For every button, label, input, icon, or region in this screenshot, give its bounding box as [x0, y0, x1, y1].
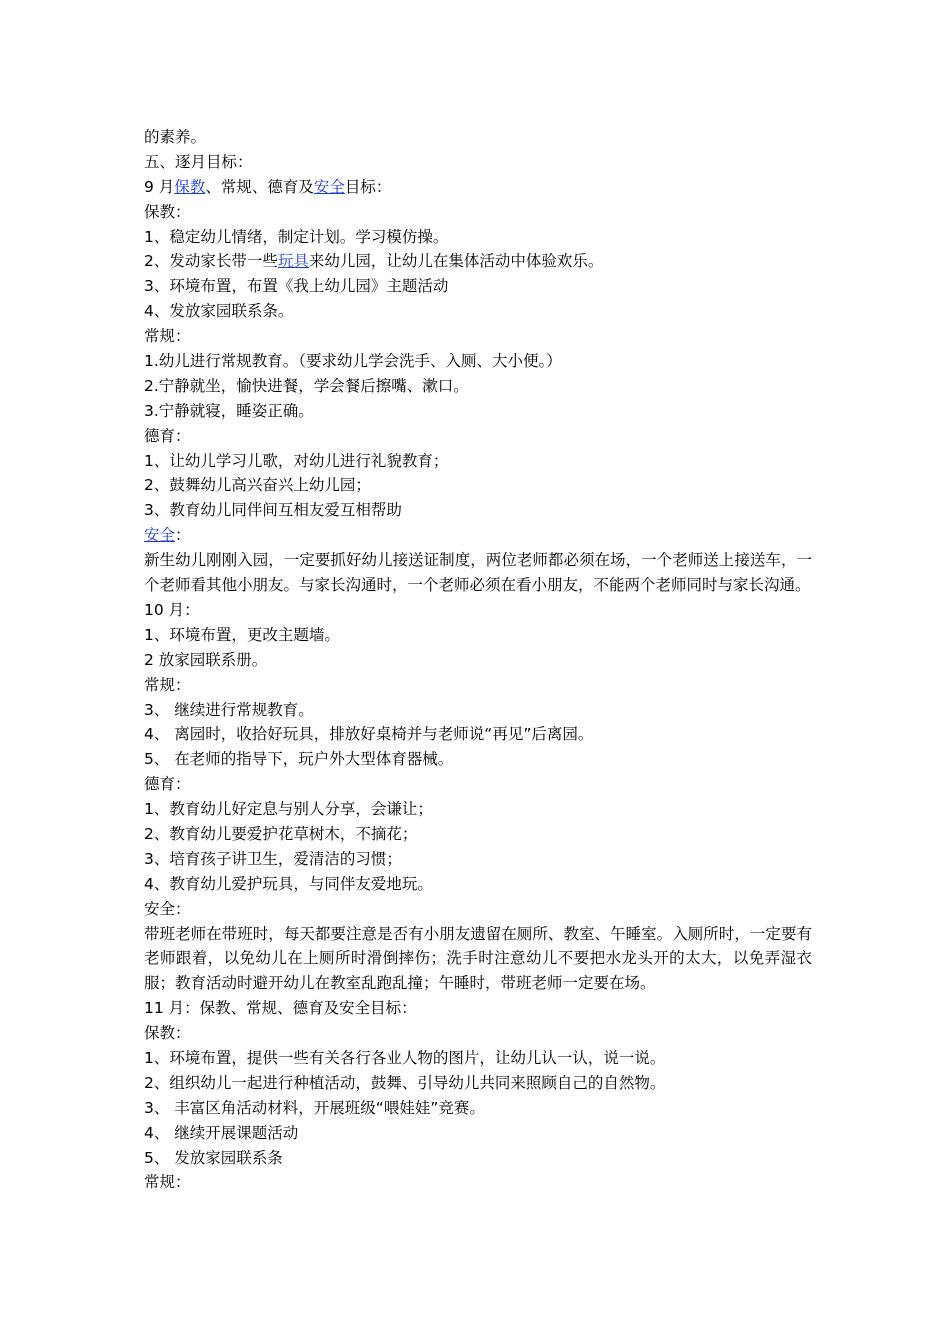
text-line: 3.宁静就寝，睡姿正确。 [144, 401, 314, 420]
text-span: 2、发动家长带一些 [144, 252, 278, 271]
text-span: 、常规、德育及 [205, 177, 314, 196]
text-line: 4、教育幼儿爱护玩具，与同伴友爱地玩。 [144, 874, 433, 893]
text-line: 常规： [144, 327, 191, 346]
text-line: 4、 离园时，收拾好玩具，排放好桌椅并与老师说“再见”后离园。 [144, 725, 594, 744]
inline-link[interactable]: 保教 [174, 177, 206, 196]
text-line: 1.幼儿进行常规教育。（要求幼儿学会洗手、入厕、大小便。） [144, 352, 562, 371]
text-line: 德育： [144, 426, 191, 445]
text-line: 的素养。 [144, 128, 207, 146]
text-line: 3、培育孩子讲卫生，爱清洁的习惯； [144, 849, 402, 868]
inline-link[interactable]: 安全 [144, 526, 176, 545]
text-line: 保教： [144, 1024, 191, 1043]
text-line: 2、组织幼儿一起进行种植活动，鼓舞、引导幼儿共同来照顾自己的自然物。 [144, 1073, 666, 1092]
text-line [144, 249, 812, 274]
text-line [144, 175, 812, 200]
text-line: 1、环境布置，提供一些有关各行各业人物的图片，让幼儿认一认，说一说。 [144, 1049, 666, 1068]
text-span: 来幼儿园，让幼儿在集体活动中体验欢乐。 [308, 252, 604, 271]
text-line: 安全： [144, 899, 191, 918]
text-line: 3、 继续进行常规教育。 [144, 700, 314, 719]
paragraph: 带班老师在带班时，每天都要注意是否有小朋友遗留在厕所、教室、午睡室。入厕所时，一定要有老师跟着，以免幼儿在上厕所时滑倒摔伤；洗手时注意幼儿不要把水龙头开的太大，以免弄湿衣服；教育活动时避开幼儿在教室乱跑乱撞；午睡时，带班老师一定要在场。 [144, 924, 812, 993]
text-line: 保教： [144, 202, 191, 221]
text-span: 9 月 [144, 177, 175, 196]
text-line: 11 月：保教、常规、德育及安全目标： [144, 999, 417, 1018]
text-line: 1、让幼儿学习儿歌，对幼儿进行礼貌教育； [144, 451, 449, 470]
text-line [144, 523, 812, 548]
text-line: 1、稳定幼儿情绪，制定计划。学习模仿操。 [144, 227, 449, 246]
text-span: ： [175, 526, 191, 545]
text-line: 常规： [144, 1173, 191, 1192]
text-line: 2、鼓舞幼儿高兴奋兴上幼儿园； [144, 476, 371, 495]
text-line: 10 月： [144, 600, 200, 619]
text-line: 4、发放家园联系条。 [144, 302, 294, 321]
text-line: 3、 丰富区角活动材料，开展班级“喂娃娃”竞赛。 [144, 1098, 485, 1117]
text-line: 5、 在老师的指导下，玩户外大型体育器械。 [144, 750, 454, 769]
text-line: 5、 发放家园联系条 [144, 1148, 283, 1167]
text-line: 五、逐月目标： [144, 152, 253, 171]
document-body [144, 125, 812, 1195]
text-line: 3、教育幼儿同伴间互相友爱互相帮助 [144, 501, 402, 520]
text-line: 常规： [144, 675, 191, 694]
text-line: 德育： [144, 775, 191, 794]
text-line: 4、 继续开展课题活动 [144, 1123, 299, 1142]
text-line: 2 放家园联系册。 [144, 650, 268, 669]
text-line: 3、环境布置，布置《我上幼儿园》主题活动 [144, 277, 449, 296]
inline-link[interactable]: 玩具 [277, 252, 309, 271]
inline-link[interactable]: 安全 [313, 177, 345, 196]
paragraph: 新生幼儿刚刚入园，一定要抓好幼儿接送证制度，两位老师都必须在场，一个老师送上接送车，一个老师看其他小朋友。与家长沟通时，一个老师必须在看小朋友，不能两个老师同时与家长沟通。 [144, 551, 812, 595]
text-line: 2、教育幼儿要爱护花草树木，不摘花； [144, 824, 418, 843]
text-line: 1、教育幼儿好定息与别人分享，会谦让； [144, 800, 433, 819]
text-span: 目标： [344, 177, 392, 196]
text-line: 2.宁静就坐，愉快进餐，学会餐后擦嘴、漱口。 [144, 376, 469, 395]
text-line: 1、环境布置，更改主题墙。 [144, 625, 340, 644]
